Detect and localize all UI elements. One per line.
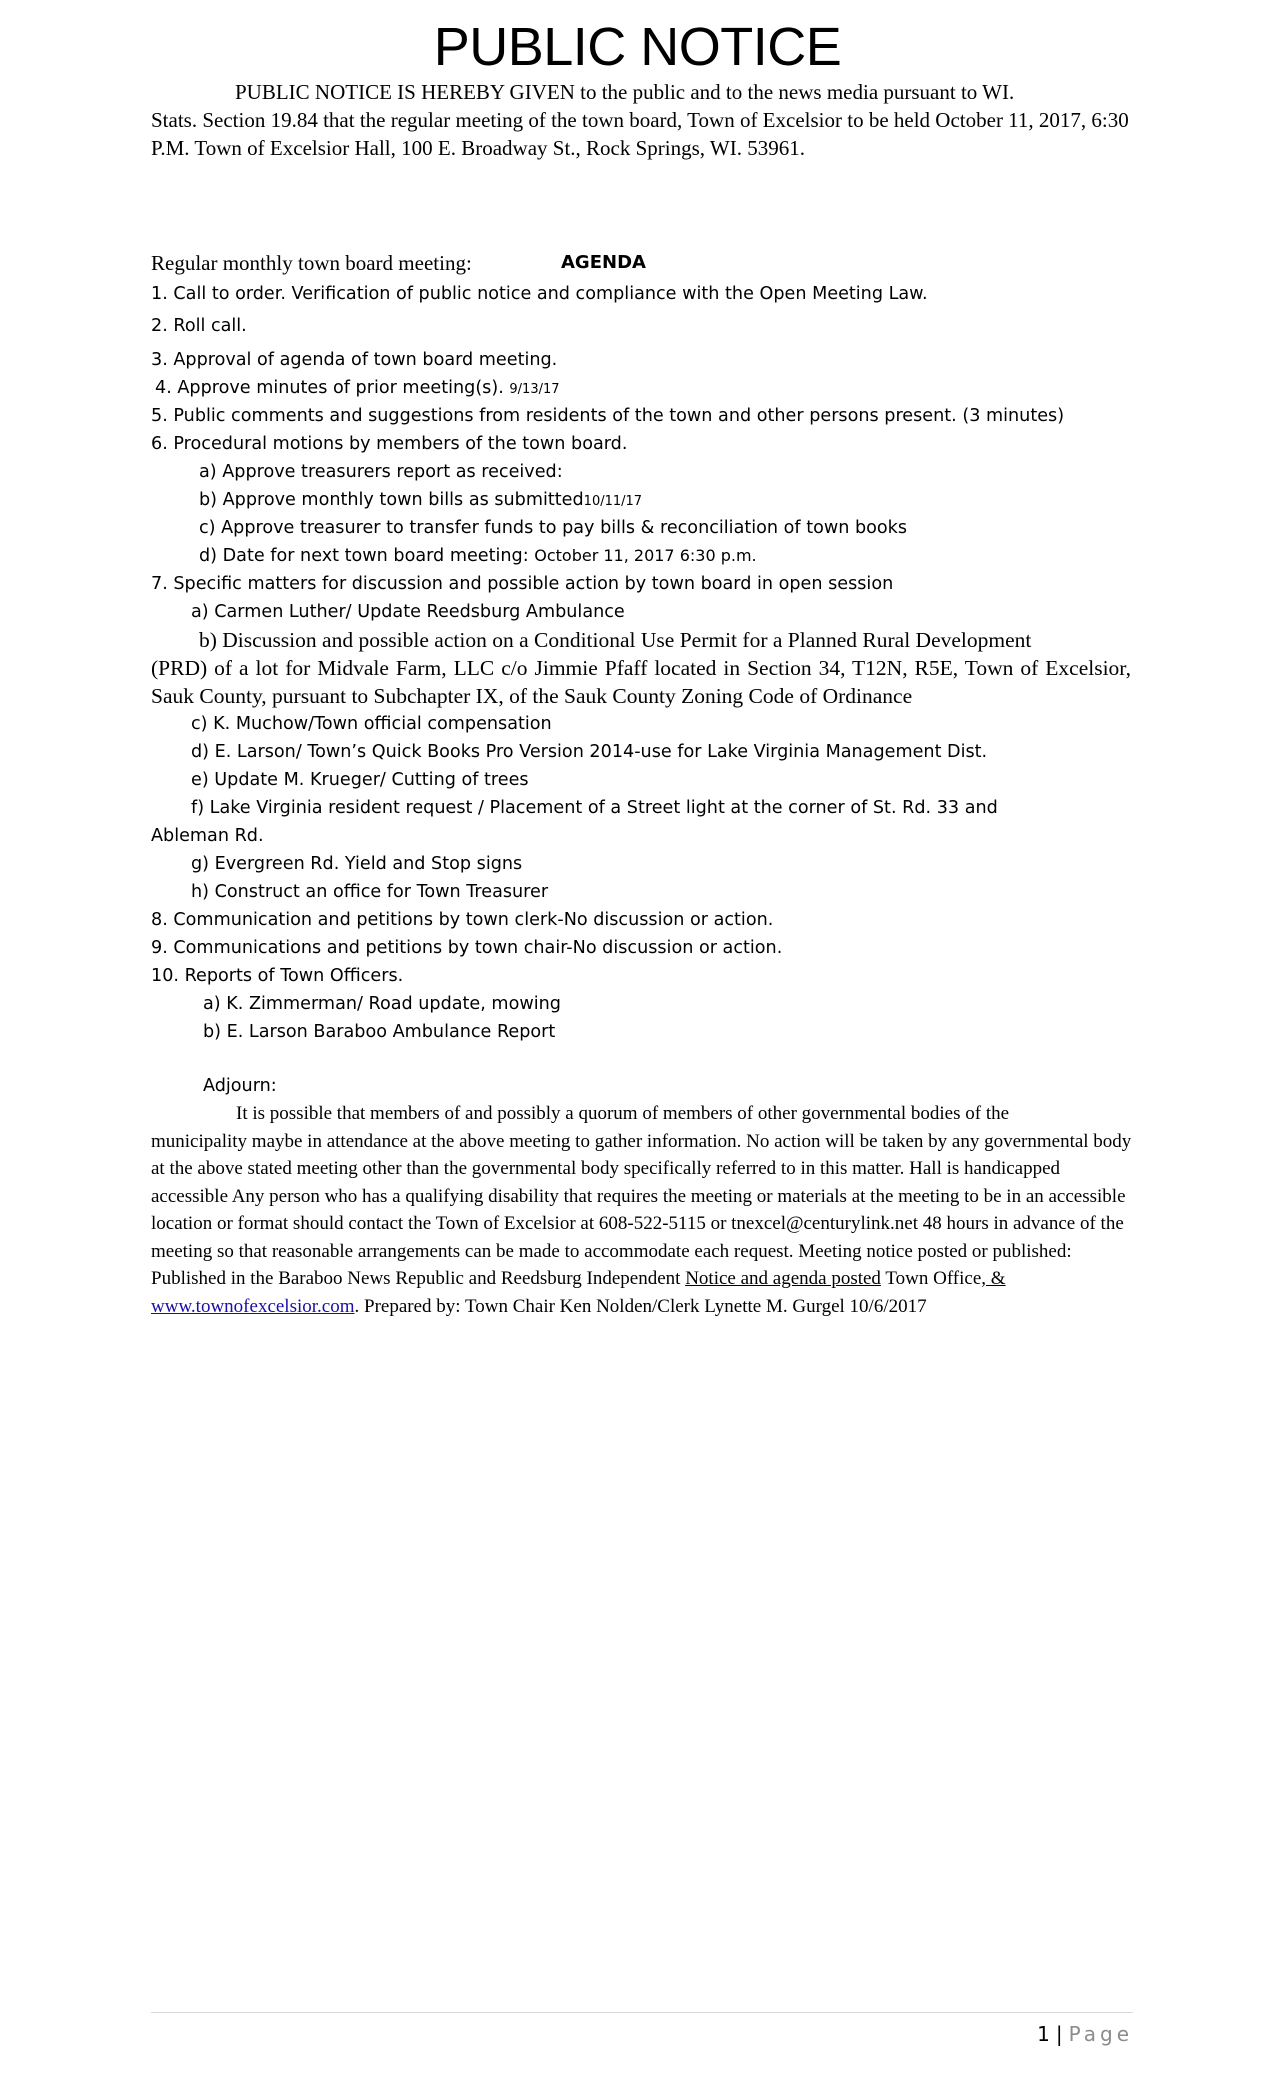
agenda-item-2: 2. Roll call. (151, 316, 247, 336)
agenda-header-word: AGENDA (561, 252, 646, 273)
posted-where: Town Office (885, 1268, 982, 1289)
agenda-item-10a: a) K. Zimmerman/ Road update, mowing (203, 994, 561, 1014)
adjourn-label: Adjourn: (203, 1076, 277, 1096)
agenda-item-6d (151, 542, 1181, 570)
agenda-item-7h: h) Construct an office for Town Treasurer (191, 882, 549, 902)
agenda-item-4 (151, 374, 1137, 402)
agenda-item-7: 7. Specific matters for discussion and possible action by town board in open session (151, 574, 894, 594)
agenda-item-9: 9. Communications and petitions by town chair-No discussion or action. (151, 938, 783, 958)
agenda-item-7f: f) Lake Virginia resident request / Placement of a Street light at the corner of St. Rd. 33 and (191, 798, 998, 818)
agenda-item-7b (151, 626, 1131, 710)
agenda-item-1: 1. Call to order. Verification of public notice and compliance with the Open Meeting Law. (151, 284, 928, 304)
agenda-header-lead: Regular monthly town board meeting: (151, 251, 472, 275)
footer-divider (151, 2012, 1133, 2013)
agenda-item-6b-text: b) Approve monthly town bills as submitted (199, 490, 584, 510)
page-label: Page (1068, 2022, 1133, 2046)
agenda-item-4-date: 9/13/17 (509, 382, 560, 397)
posted-separator: , & (981, 1268, 1006, 1289)
page-title: PUBLIC NOTICE (433, 17, 842, 77)
agenda-item-7f-continued: Ableman Rd. (151, 826, 264, 846)
agenda-item-5: 5. Public comments and suggestions from residents of the town and other persons present. (3 minutes) (151, 406, 1065, 426)
posted-label: Notice and agenda posted (685, 1268, 881, 1289)
agenda-item-8: 8. Communication and petitions by town clerk-No discussion or action. (151, 910, 774, 930)
agenda-item-6b (151, 486, 1181, 514)
prepared-by: . Prepared by: Town Chair Ken Nolden/Clerk Lynette M. Gurgel 10/6/2017 (354, 1295, 927, 1317)
agenda-item-7b-rest: (PRD) of a lot for Midvale Farm, LLC c/o Jimmie Pfaff located in Section 34, T12N, R5E, Town of Excelsior, Sauk County, pursuant to Subchapter IX, of the Sauk County Zoning Code of Ordinance (151, 656, 1131, 708)
page-number: 1 (1037, 2022, 1050, 2046)
intro-first-line: PUBLIC NOTICE IS HEREBY GIVEN to the public and to the news media pursuant to WI. (235, 80, 1015, 104)
disclaimer-first-line: It is possible that members of and possibly a quorum of members of other governmental bodies of the (236, 1103, 1010, 1124)
agenda-item-6d-text: d) Date for next town board meeting: (199, 546, 529, 566)
agenda-item-4-text: 4. Approve minutes of prior meeting(s). (155, 378, 504, 398)
agenda-item-6d-date: October 11, 2017 6:30 p.m. (534, 546, 757, 565)
agenda-item-3: 3. Approval of agenda of town board meeting. (151, 350, 558, 370)
agenda-item-7g: g) Evergreen Rd. Yield and Stop signs (191, 854, 523, 874)
disclaimer-body: municipality maybe in attendance at the above meeting to gather information. No action will be taken by any governmental body at the above stated meeting other than the governmental body specifically referred to in this matter. Hall is handicapped accessible Any person who has a qualifying disability that requires the meeting or materials at the meeting to be in an accessible location or format should contact the Town of Excelsior at 608-522-5115 or tnexcel@centurylink.net 48 hours in advance of the meeting so that reasonable arrangements can be made to accommodate each request. Meeting notice posted or published: Published in the Baraboo News Republic and Reedsburg Independent (151, 1130, 1132, 1289)
agenda-item-6c: c) Approve treasurer to transfer funds to pay bills & reconciliation of town books (199, 518, 908, 538)
page-footer (1037, 2018, 1133, 2050)
disclaimer-paragraph (151, 1100, 1133, 1320)
intro-paragraph (151, 78, 1133, 162)
agenda-item-7a: a) Carmen Luther/ Update Reedsburg Ambulance (191, 602, 625, 622)
agenda-item-7e: e) Update M. Krueger/ Cutting of trees (191, 770, 529, 790)
agenda-header (151, 248, 1133, 278)
intro-rest: Stats. Section 19.84 that the regular meeting of the town board, Town of Excelsior to be held October 11, 2017, 6:30 P.M. Town of Excelsior Hall, 100 E. Broadway St., Rock Springs, WI. 53961. (151, 108, 1129, 160)
agenda-item-7d: d) E. Larson/ Town’s Quick Books Pro Version 2014-use for Lake Virginia Management Dist. (191, 742, 988, 762)
page-separator: | (1055, 2022, 1063, 2046)
agenda-item-7c: c) K. Muchow/Town official compensation (191, 714, 552, 734)
agenda-item-10: 10. Reports of Town Officers. (151, 966, 404, 986)
agenda-item-6a: a) Approve treasurers report as received: (199, 462, 563, 482)
agenda-item-10b: b) E. Larson Baraboo Ambulance Report (203, 1022, 556, 1042)
website-link[interactable]: www.townofexcelsior.com (151, 1295, 355, 1317)
agenda-item-6: 6. Procedural motions by members of the town board. (151, 434, 628, 454)
agenda-item-7b-first: b) Discussion and possible action on a Conditional Use Permit for a Planned Rural Development (199, 628, 1032, 652)
agenda-item-6b-date: 10/11/17 (583, 494, 643, 509)
